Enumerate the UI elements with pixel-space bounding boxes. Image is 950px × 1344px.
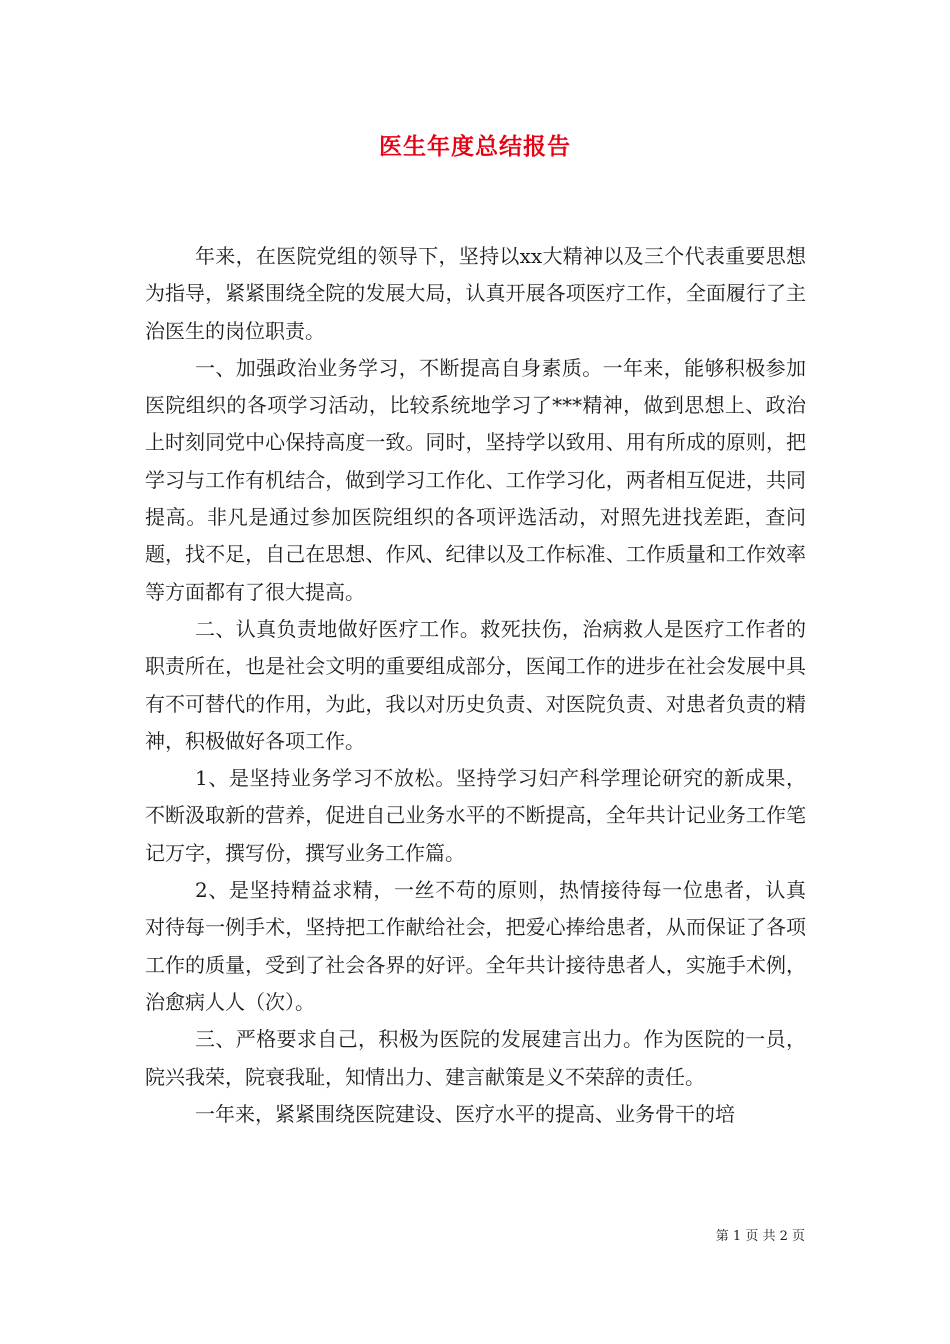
paragraph-section-two: 二、认真负责地做好医疗工作。救死扶伤，治病救人是医疗工作者的职责所在，也是社会文明的重要组成部分，医闻工作的进步在社会发展中具有不可替代的作用，为此，我以对历史负责、对医院负责、对患者负责的精神，积极做好各项工作。 [145,616,806,753]
document-title: 医生年度总结报告 [379,133,571,160]
paragraph-item-one: 1、是坚持业务学习不放松。坚持学习妇产科学理论研究的新成果，不断汲取新的营养，促进自己业务水平的不断提高，全年共计记业务工作笔记万字，撰写份，撰写业务工作篇。 [145,766,806,865]
paragraph-section-one: 一、加强政治业务学习，不断提高自身素质。一年来，能够积极参加医院组织的各项学习活动，比较系统地学习了***精神，做到思想上、政治上时刻同党中心保持高度一致。同时，坚持学以致用、用有所成的原则，把学习与工作有机结合，做到学习工作化、工作学习化，两者相互促进，共同提高。非凡是通过参加医院组织的各项评选活动，对照先进找差距，查问题，找不足，自己在思想、作风、纪律以及工作标准、工作质量和工作效率等方面都有了很大提高。 [145,355,806,604]
document-body [145,238,806,1133]
paragraph-intro: 年来，在医院党组的领导下，坚持以xx大精神以及三个代表重要思想为指导，紧紧围绕全院的发展大局，认真开展各项医疗工作，全面履行了主治医生的岗位职责。 [145,244,806,343]
page-number: 第 1 页 共 2 页 [715,1229,805,1244]
paragraph-continuation: 一年来，紧紧围绕医院建设、医疗水平的提高、业务骨干的培 [195,1101,735,1126]
paragraph-item-two: 2、是坚持精益求精，一丝不苟的原则，热情接待每一位患者，认真对待每一例手术，坚持把工作献给社会，把爱心捧给患者，从而保证了各项工作的质量，受到了社会各界的好评。全年共计接待患者人，实施手术例，治愈病人人（次）。 [145,878,806,1014]
paragraph-section-three: 三、严格要求自己，积极为医院的发展建言出力。作为医院的一员，院兴我荣，院衰我耻，知情出力、建言献策是义不荣辞的责任。 [145,1027,806,1089]
